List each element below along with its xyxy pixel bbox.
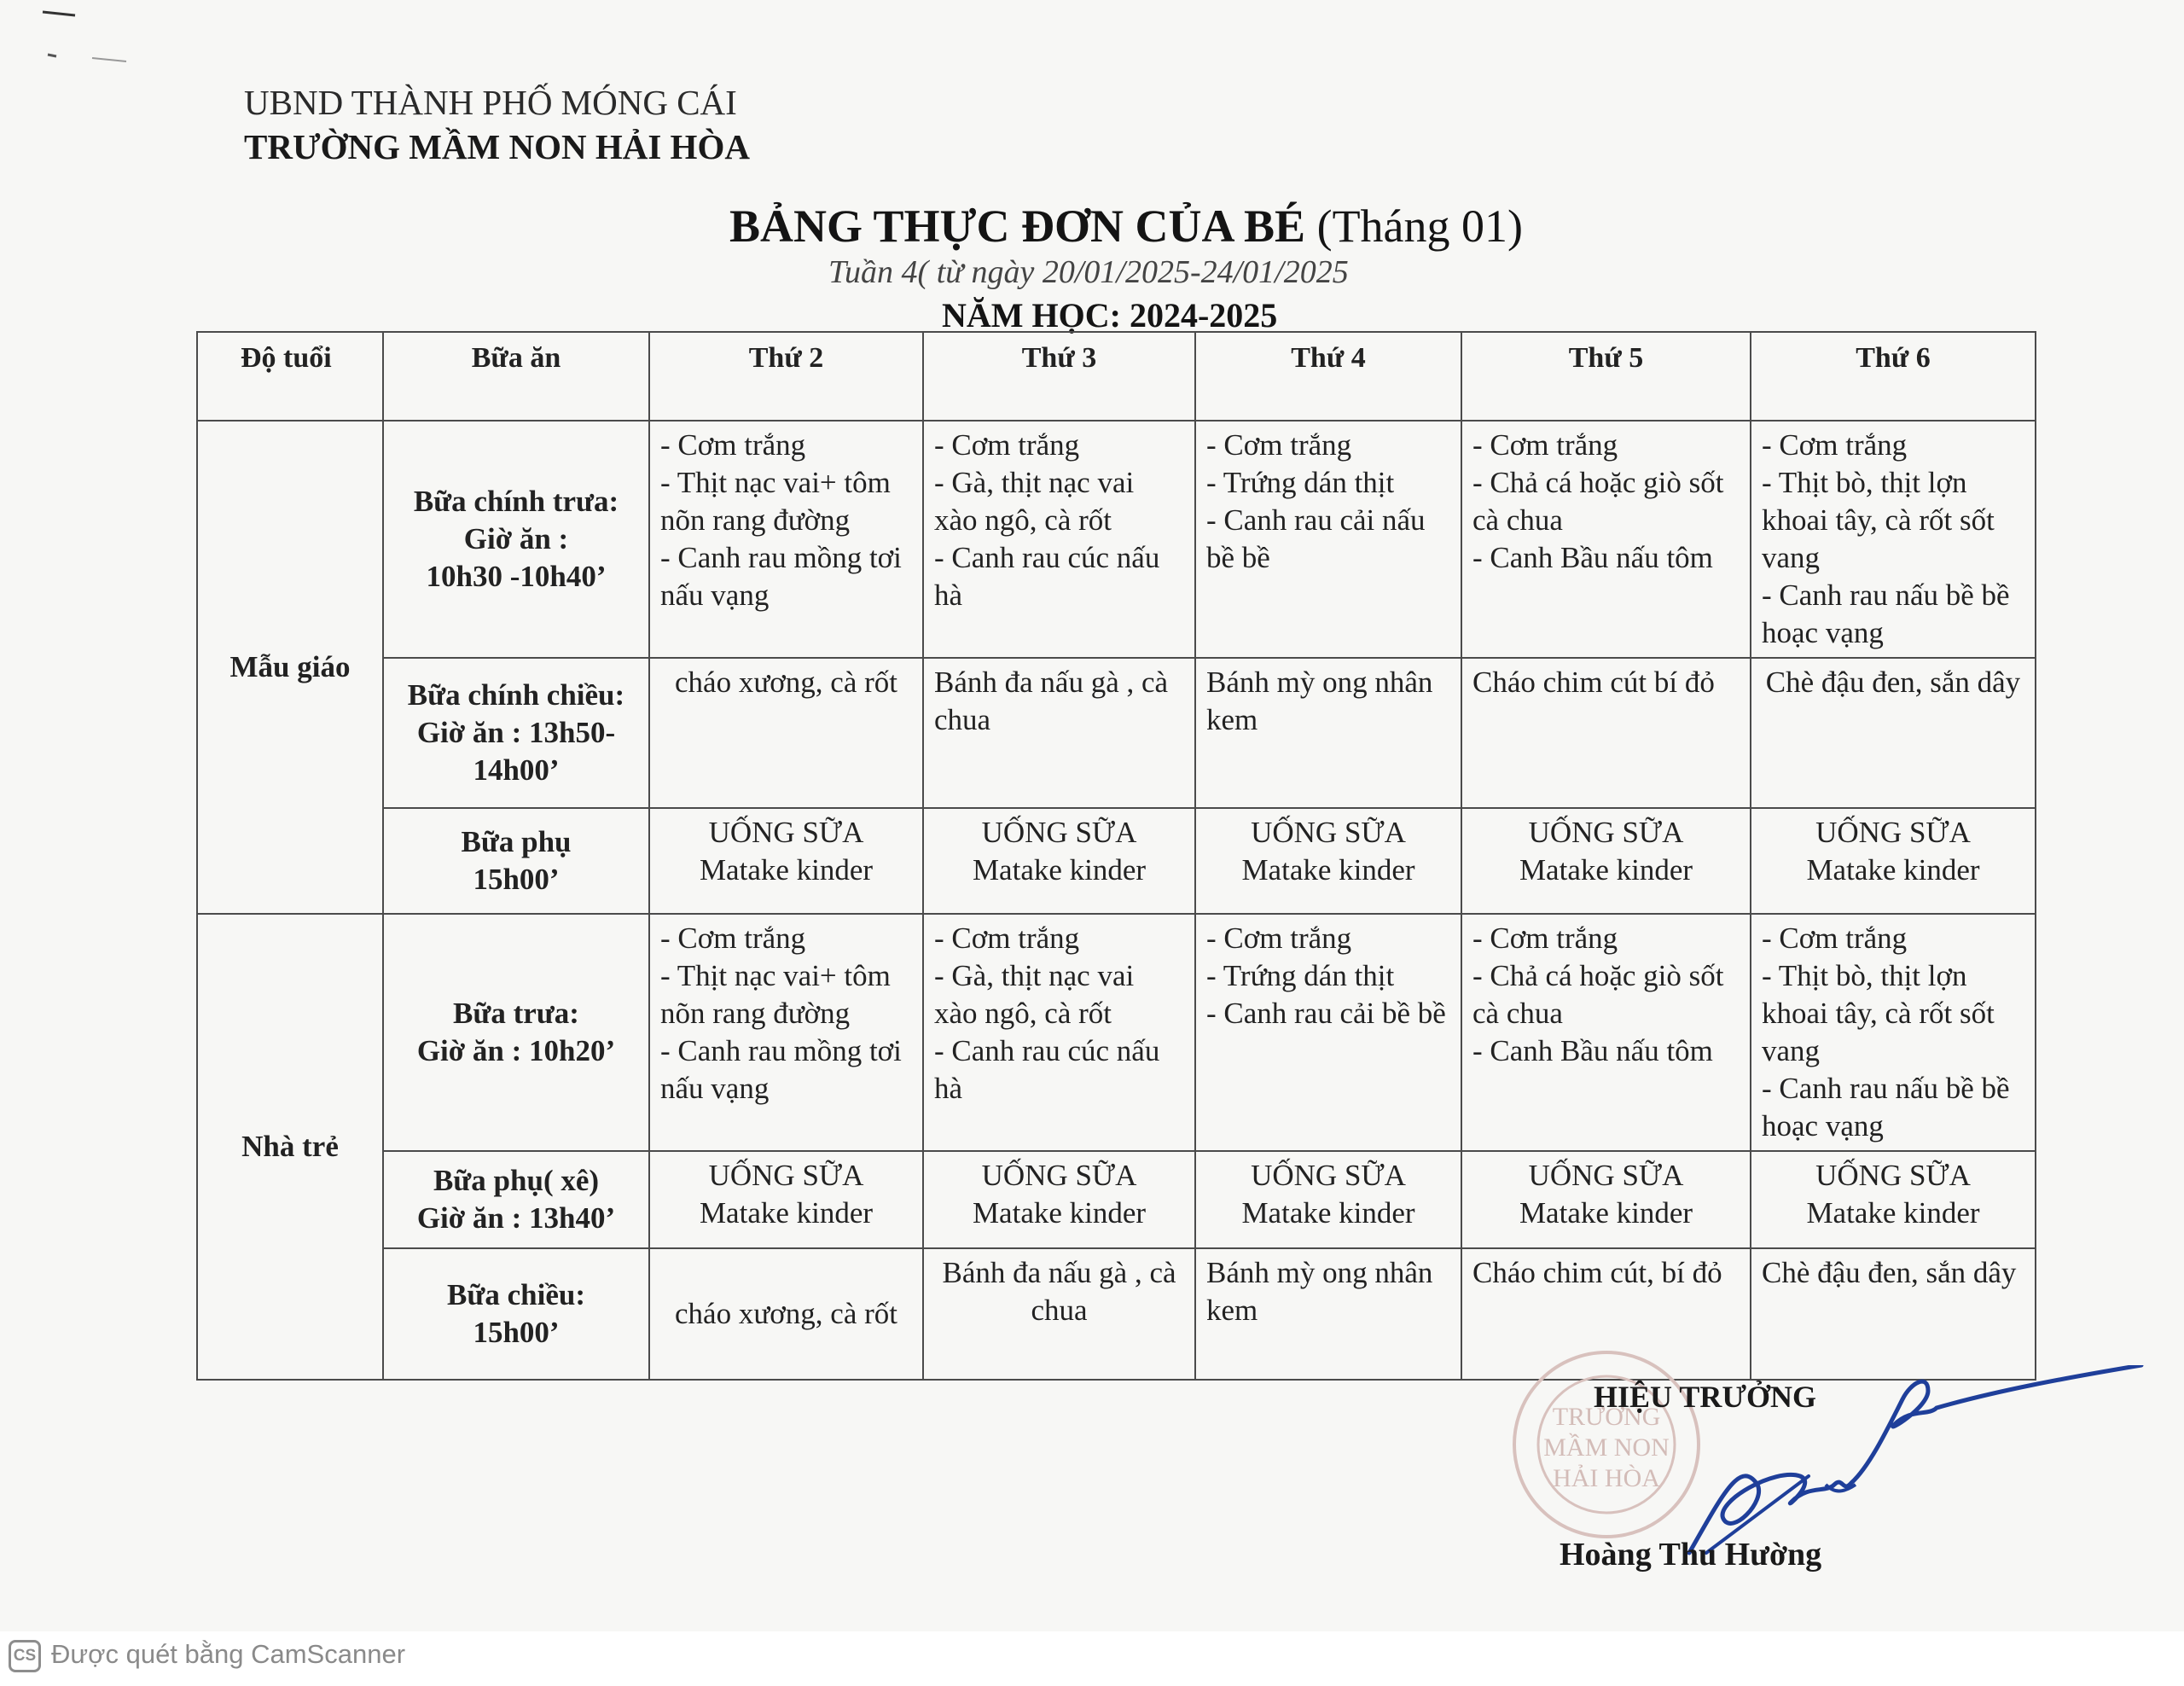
menu-cell bbox=[1195, 808, 1461, 914]
header-age: Độ tuổi bbox=[197, 332, 383, 421]
meal-name-line: Bữa chính trưa: bbox=[413, 485, 619, 518]
dish-line: - Chả cá hoặc giò sốt cà chua bbox=[1472, 959, 1724, 1030]
menu-cell bbox=[1461, 1151, 1751, 1248]
dish-line: cháo xương, cà rốt bbox=[675, 666, 897, 699]
dish-line: - Canh rau cúc nấu hà bbox=[934, 1034, 1160, 1105]
stamp-line-1: TRƯỜNG bbox=[1552, 1403, 1661, 1431]
dish-line: UỐNG SỮA bbox=[1815, 816, 1971, 849]
scan-edge-marks bbox=[41, 7, 143, 67]
dish-line: - Cơm trắng bbox=[1206, 921, 1352, 955]
dish-line: UỐNG SỮA bbox=[1815, 1159, 1971, 1192]
signature-title: HIỆU TRƯỞNG bbox=[1594, 1380, 1817, 1414]
table-row bbox=[197, 658, 2036, 808]
dish-line: Chè đậu đen, sắn dây bbox=[1765, 666, 2021, 699]
dish-line: Chè đậu đen, sắn dây bbox=[1762, 1256, 2017, 1289]
menu-table bbox=[196, 331, 2036, 1381]
dish-line: - Thịt nạc vai+ tôm nõn rang đường bbox=[660, 466, 891, 537]
dish-line: Matake kinder bbox=[1241, 1196, 1415, 1230]
menu-cell bbox=[1461, 914, 1751, 1151]
menu-cell bbox=[1195, 658, 1461, 808]
dish-line: Matake kinder bbox=[1519, 1196, 1693, 1230]
meal-name-line: Bữa chính chiều: bbox=[407, 678, 625, 712]
dish-line: - Trứng dán thịt bbox=[1206, 466, 1395, 499]
meal-name-line: Giờ ăn : 13h50-14h00’ bbox=[416, 716, 616, 787]
dish-line: - Cơm trắng bbox=[660, 921, 806, 955]
dish-line: Cháo chim cút bí đỏ bbox=[1472, 666, 1715, 699]
dish-line: - Cơm trắng bbox=[1762, 428, 1908, 462]
meal-name-line: 15h00’ bbox=[473, 1316, 560, 1349]
table-row bbox=[197, 914, 2036, 1151]
dish-line: UỐNG SỮA bbox=[1528, 816, 1684, 849]
dish-line: - Thịt bò, thịt lợn khoai tây, cà rốt sốt vang bbox=[1762, 959, 1995, 1067]
authority-name: UBND THÀNH PHỐ MÓNG CÁI bbox=[244, 83, 737, 122]
dish-line: UỐNG SỮA bbox=[1528, 1159, 1684, 1192]
dish-line: UỐNG SỮA bbox=[1251, 1159, 1406, 1192]
title-month: (Tháng 01) bbox=[1316, 201, 1524, 252]
menu-body bbox=[197, 421, 2036, 1380]
dish-line: - Cơm trắng bbox=[660, 428, 806, 462]
dish-line: Matake kinder bbox=[972, 1196, 1147, 1230]
header-day-fri: Thứ 6 bbox=[1751, 332, 2036, 421]
dish-line: - Trứng dán thịt bbox=[1206, 959, 1395, 992]
principal-name: Hoàng Thu Hường bbox=[1560, 1537, 1822, 1573]
dish-line: - Cơm trắng bbox=[934, 921, 1080, 955]
header-meal: Bữa ăn bbox=[383, 332, 649, 421]
dish-line: - Cơm trắng bbox=[1472, 921, 1618, 955]
dish-line: cháo xương, cà rốt bbox=[675, 1297, 897, 1330]
menu-cell bbox=[923, 808, 1195, 914]
meal-name-cell bbox=[383, 1151, 649, 1248]
dish-line: Cháo chim cút, bí đỏ bbox=[1472, 1256, 1722, 1289]
dish-line: UỐNG SỮA bbox=[1251, 816, 1406, 849]
meal-name-cell bbox=[383, 1248, 649, 1380]
dish-line: - Canh rau mồng tơi nấu vạng bbox=[660, 1034, 902, 1105]
dish-line: Matake kinder bbox=[1241, 853, 1415, 887]
dish-line: Matake kinder bbox=[1806, 853, 1980, 887]
meal-name-cell bbox=[383, 421, 649, 658]
menu-cell bbox=[1195, 1248, 1461, 1380]
dish-line: Matake kinder bbox=[1519, 853, 1693, 887]
menu-cell bbox=[1195, 914, 1461, 1151]
menu-cell bbox=[649, 658, 923, 808]
menu-cell bbox=[1751, 421, 2036, 658]
week-range: Tuần 4( từ ngày 20/01/2025-24/01/2025 bbox=[828, 254, 1349, 290]
dish-line: Matake kinder bbox=[699, 1196, 874, 1230]
age-group-cell: Nhà trẻ bbox=[197, 914, 383, 1380]
meal-name-line: Giờ ăn : bbox=[463, 522, 569, 555]
dish-line: - Canh Bầu nấu tôm bbox=[1472, 541, 1713, 574]
menu-cell bbox=[923, 421, 1195, 658]
meal-name-line: Bữa phụ( xê) bbox=[433, 1164, 600, 1197]
menu-cell bbox=[649, 914, 923, 1151]
table-row bbox=[197, 808, 2036, 914]
page-title bbox=[729, 200, 1523, 253]
dish-line: UỐNG SỮA bbox=[981, 816, 1137, 849]
dish-line: Matake kinder bbox=[1806, 1196, 1980, 1230]
age-group-cell: Mẫu giáo bbox=[197, 421, 383, 914]
stamp-line-2: MẦM NON bbox=[1543, 1433, 1670, 1462]
dish-line: Bánh đa nấu gà , cà chua bbox=[942, 1256, 1176, 1327]
dish-line: Bánh mỳ ong nhân kem bbox=[1206, 1256, 1433, 1327]
dish-line: - Canh rau cúc nấu hà bbox=[934, 541, 1160, 612]
dish-line: - Canh rau nấu bề bề hoạc vạng bbox=[1762, 1072, 2010, 1142]
menu-cell bbox=[1195, 421, 1461, 658]
menu-cell bbox=[1461, 421, 1751, 658]
menu-cell bbox=[649, 808, 923, 914]
menu-cell bbox=[649, 421, 923, 658]
meal-name-cell bbox=[383, 914, 649, 1151]
menu-cell bbox=[1751, 808, 2036, 914]
camscanner-logo-icon: CS bbox=[9, 1640, 41, 1672]
menu-cell bbox=[1461, 808, 1751, 914]
menu-cell bbox=[923, 1151, 1195, 1248]
dish-line: - Canh rau mồng tơi nấu vạng bbox=[660, 541, 902, 612]
dish-line: - Canh rau cải nấu bề bề bbox=[1206, 503, 1426, 574]
menu-cell bbox=[1751, 1151, 2036, 1248]
dish-line: - Cơm trắng bbox=[1472, 428, 1618, 462]
menu-cell bbox=[1751, 658, 2036, 808]
menu-cell bbox=[923, 914, 1195, 1151]
stamp-line-3: HẢI HÒA bbox=[1553, 1464, 1660, 1492]
dish-line: - Canh rau nấu bề bề hoạc vạng bbox=[1762, 578, 2010, 649]
header-day-tue: Thứ 3 bbox=[923, 332, 1195, 421]
meal-name-line: Giờ ăn : 10h20’ bbox=[416, 1034, 616, 1067]
dish-line: - Thịt bò, thịt lợn khoai tây, cà rốt sốt vang bbox=[1762, 466, 1995, 574]
dish-line: Bánh mỳ ong nhân kem bbox=[1206, 666, 1433, 736]
dish-line: Matake kinder bbox=[972, 853, 1147, 887]
meal-name-line: Bữa trưa: bbox=[453, 997, 579, 1030]
dish-line: UỐNG SỮA bbox=[708, 1159, 864, 1192]
title-main: BẢNG THỰC ĐƠN CỦA BÉ bbox=[729, 201, 1317, 252]
scanner-watermark: Được quét bằng CamScanner bbox=[51, 1639, 406, 1669]
meal-name-line: Giờ ăn : 13h40’ bbox=[416, 1201, 616, 1235]
school-year: NĂM HỌC: 2024-2025 bbox=[942, 296, 1278, 334]
dish-line: - Cơm trắng bbox=[934, 428, 1080, 462]
menu-cell bbox=[1461, 658, 1751, 808]
dish-line: Bánh đa nấu gà , cà chua bbox=[934, 666, 1169, 736]
meal-name-line: Bữa phụ bbox=[461, 825, 572, 858]
dish-line: - Gà, thịt nạc vai xào ngô, cà rốt bbox=[934, 959, 1135, 1030]
meal-name-line: 10h30 -10h40’ bbox=[426, 560, 607, 593]
dish-line: - Chả cá hoặc giò sốt cà chua bbox=[1472, 466, 1724, 537]
table-row bbox=[197, 421, 2036, 658]
school-name: TRƯỜNG MẦM NON HẢI HÒA bbox=[244, 127, 750, 166]
dish-line: Matake kinder bbox=[699, 853, 874, 887]
menu-cell bbox=[1751, 1248, 2036, 1380]
dish-line: - Canh Bầu nấu tôm bbox=[1472, 1034, 1713, 1067]
dish-line: - Canh rau cải bề bề bbox=[1206, 997, 1446, 1030]
header-day-wed: Thứ 4 bbox=[1195, 332, 1461, 421]
meal-name-cell bbox=[383, 808, 649, 914]
meal-name-line: 15h00’ bbox=[473, 863, 560, 896]
table-row bbox=[197, 1248, 2036, 1380]
menu-cell bbox=[1195, 1151, 1461, 1248]
dish-line: UỐNG SỮA bbox=[708, 816, 864, 849]
menu-cell bbox=[649, 1248, 923, 1380]
dish-line: - Gà, thịt nạc vai xào ngô, cà rốt bbox=[934, 466, 1135, 537]
dish-line: - Cơm trắng bbox=[1206, 428, 1352, 462]
dish-line: UỐNG SỮA bbox=[981, 1159, 1137, 1192]
dish-line: - Thịt nạc vai+ tôm nõn rang đường bbox=[660, 959, 891, 1030]
menu-cell bbox=[649, 1151, 923, 1248]
header-day-mon: Thứ 2 bbox=[649, 332, 923, 421]
meal-name-cell bbox=[383, 658, 649, 808]
header-day-thu: Thứ 5 bbox=[1461, 332, 1751, 421]
menu-cell bbox=[923, 658, 1195, 808]
dish-line: - Cơm trắng bbox=[1762, 921, 1908, 955]
table-row bbox=[197, 1151, 2036, 1248]
menu-cell bbox=[1751, 914, 2036, 1151]
menu-cell bbox=[923, 1248, 1195, 1380]
meal-name-line: Bữa chiều: bbox=[447, 1278, 585, 1311]
